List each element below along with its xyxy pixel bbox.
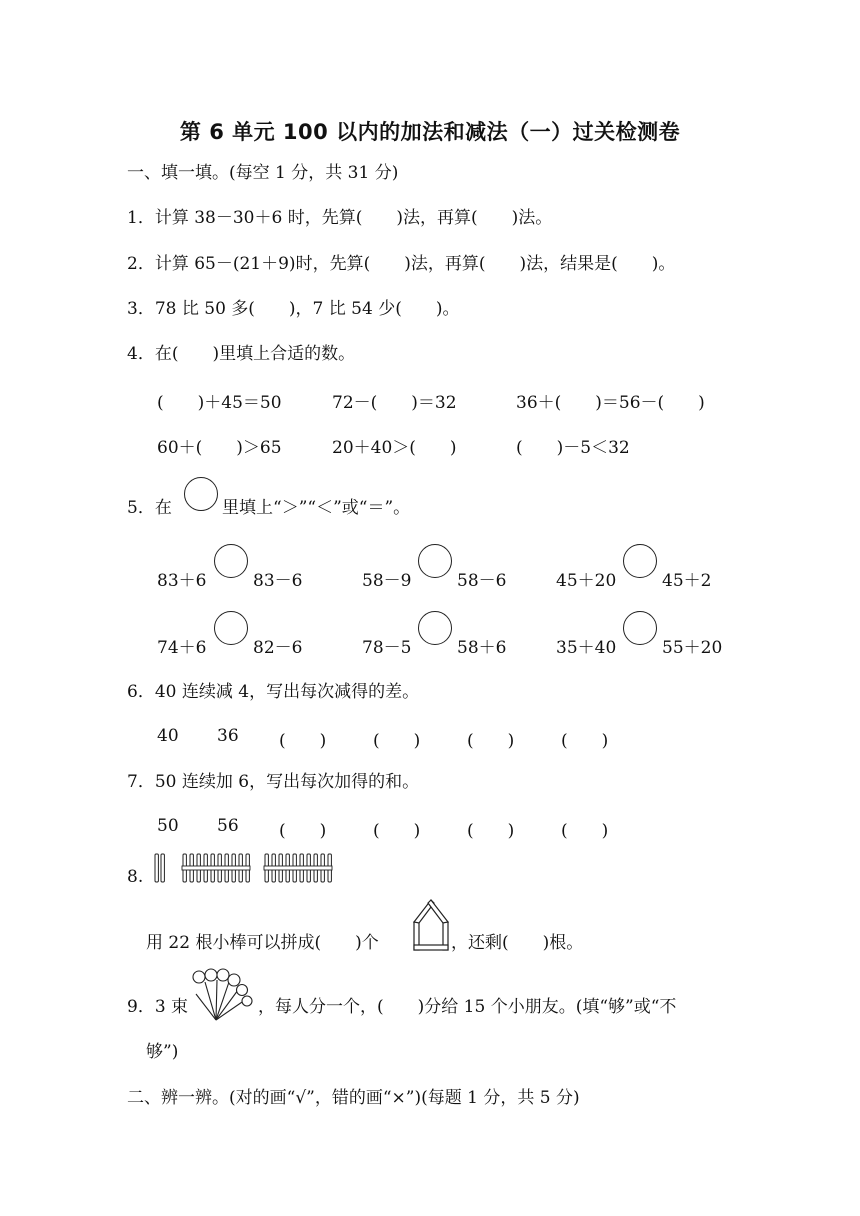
q5-left: 78－5 (362, 638, 412, 658)
compare-circle-icon (184, 477, 218, 511)
question-8-text-b: ，还剩( )根。 (451, 933, 584, 953)
answer-circle[interactable] (214, 544, 248, 578)
sticks-illustration-icon (150, 850, 350, 886)
page-title: 第 6 单元 100 以内的加法和减法（一）过关检测卷 (179, 120, 681, 144)
q4-item: ( )＋45＝50 (157, 393, 282, 413)
q5-left: 45＋20 (556, 571, 617, 591)
q5-right: 82－6 (253, 638, 303, 658)
q5-right: 58＋6 (457, 638, 507, 658)
q5-left: 83＋6 (157, 571, 207, 591)
sequence-blank: ( ) (373, 731, 421, 751)
q4-item: ( )－5＜32 (516, 438, 630, 458)
question-9-continued: 够”) (146, 1042, 179, 1062)
question-5-suffix: 里填上“＞”“＜”或“＝”。 (222, 498, 411, 518)
q5-right: 55＋20 (662, 638, 723, 658)
q5-left: 35＋40 (556, 638, 617, 658)
answer-circle[interactable] (418, 544, 452, 578)
question-2: 2．计算 65－(21＋9)时，先算( )法，再算( )法，结果是( )。 (127, 254, 676, 274)
q5-right: 83－6 (253, 571, 303, 591)
sequence-blank: ( ) (279, 821, 327, 841)
stick-house-icon (412, 898, 450, 952)
question-8-label: 8. (127, 867, 144, 887)
question-9-text: ，每人分一个，( )分给 15 个小朋友。(填“够”或“不 (258, 997, 677, 1017)
sequence-blank: ( ) (373, 821, 421, 841)
sequence-blank: ( ) (467, 731, 515, 751)
q5-right: 58－6 (457, 571, 507, 591)
q5-left: 74＋6 (157, 638, 207, 658)
question-4: 4．在( )里填上合适的数。 (127, 344, 356, 364)
question-6: 6．40 连续减 4，写出每次减得的差。 (127, 682, 420, 702)
sequence-item: 36 (217, 726, 239, 746)
sequence-blank: ( ) (279, 731, 327, 751)
answer-circle[interactable] (418, 611, 452, 645)
stick (161, 854, 164, 882)
sequence-item: 56 (217, 816, 239, 836)
section-1-heading: 一、填一填。(每空 1 分，共 31 分) (127, 163, 399, 183)
q4-item: 72－( )＝32 (332, 393, 457, 413)
sequence-blank: ( ) (561, 731, 609, 751)
stick (155, 854, 158, 882)
q5-left: 58－9 (362, 571, 412, 591)
answer-circle[interactable] (623, 544, 657, 578)
question-5-prefix: 5．在 (127, 498, 172, 518)
answer-circle[interactable] (623, 611, 657, 645)
question-3: 3．78 比 50 多( )，7 比 54 少( )。 (127, 299, 460, 319)
bundle-band (264, 866, 332, 870)
answer-circle[interactable] (214, 611, 248, 645)
section-2-heading: 二、辨一辨。(对的画“√”，错的画“×”)(每题 1 分，共 5 分) (127, 1088, 580, 1108)
sequence-item: 50 (157, 816, 179, 836)
q4-item: 36＋( )＝56－( ) (516, 393, 705, 413)
sequence-item: 40 (157, 726, 179, 746)
balloon-bunch-icon (190, 968, 254, 1024)
question-8-text-a: 用 22 根小棒可以拼成( )个 (146, 933, 379, 953)
bundle-band (182, 866, 250, 870)
question-7: 7．50 连续加 6，写出每次加得的和。 (127, 772, 420, 792)
q4-item: 20＋40＞( ) (332, 438, 457, 458)
question-9-prefix: 9．3 束 (127, 997, 189, 1017)
sequence-blank: ( ) (561, 821, 609, 841)
sequence-blank: ( ) (467, 821, 515, 841)
question-1: 1．计算 38－30＋6 时，先算( )法，再算( )法。 (127, 208, 553, 228)
q4-item: 60＋( )＞65 (157, 438, 282, 458)
q5-right: 45＋2 (662, 571, 712, 591)
